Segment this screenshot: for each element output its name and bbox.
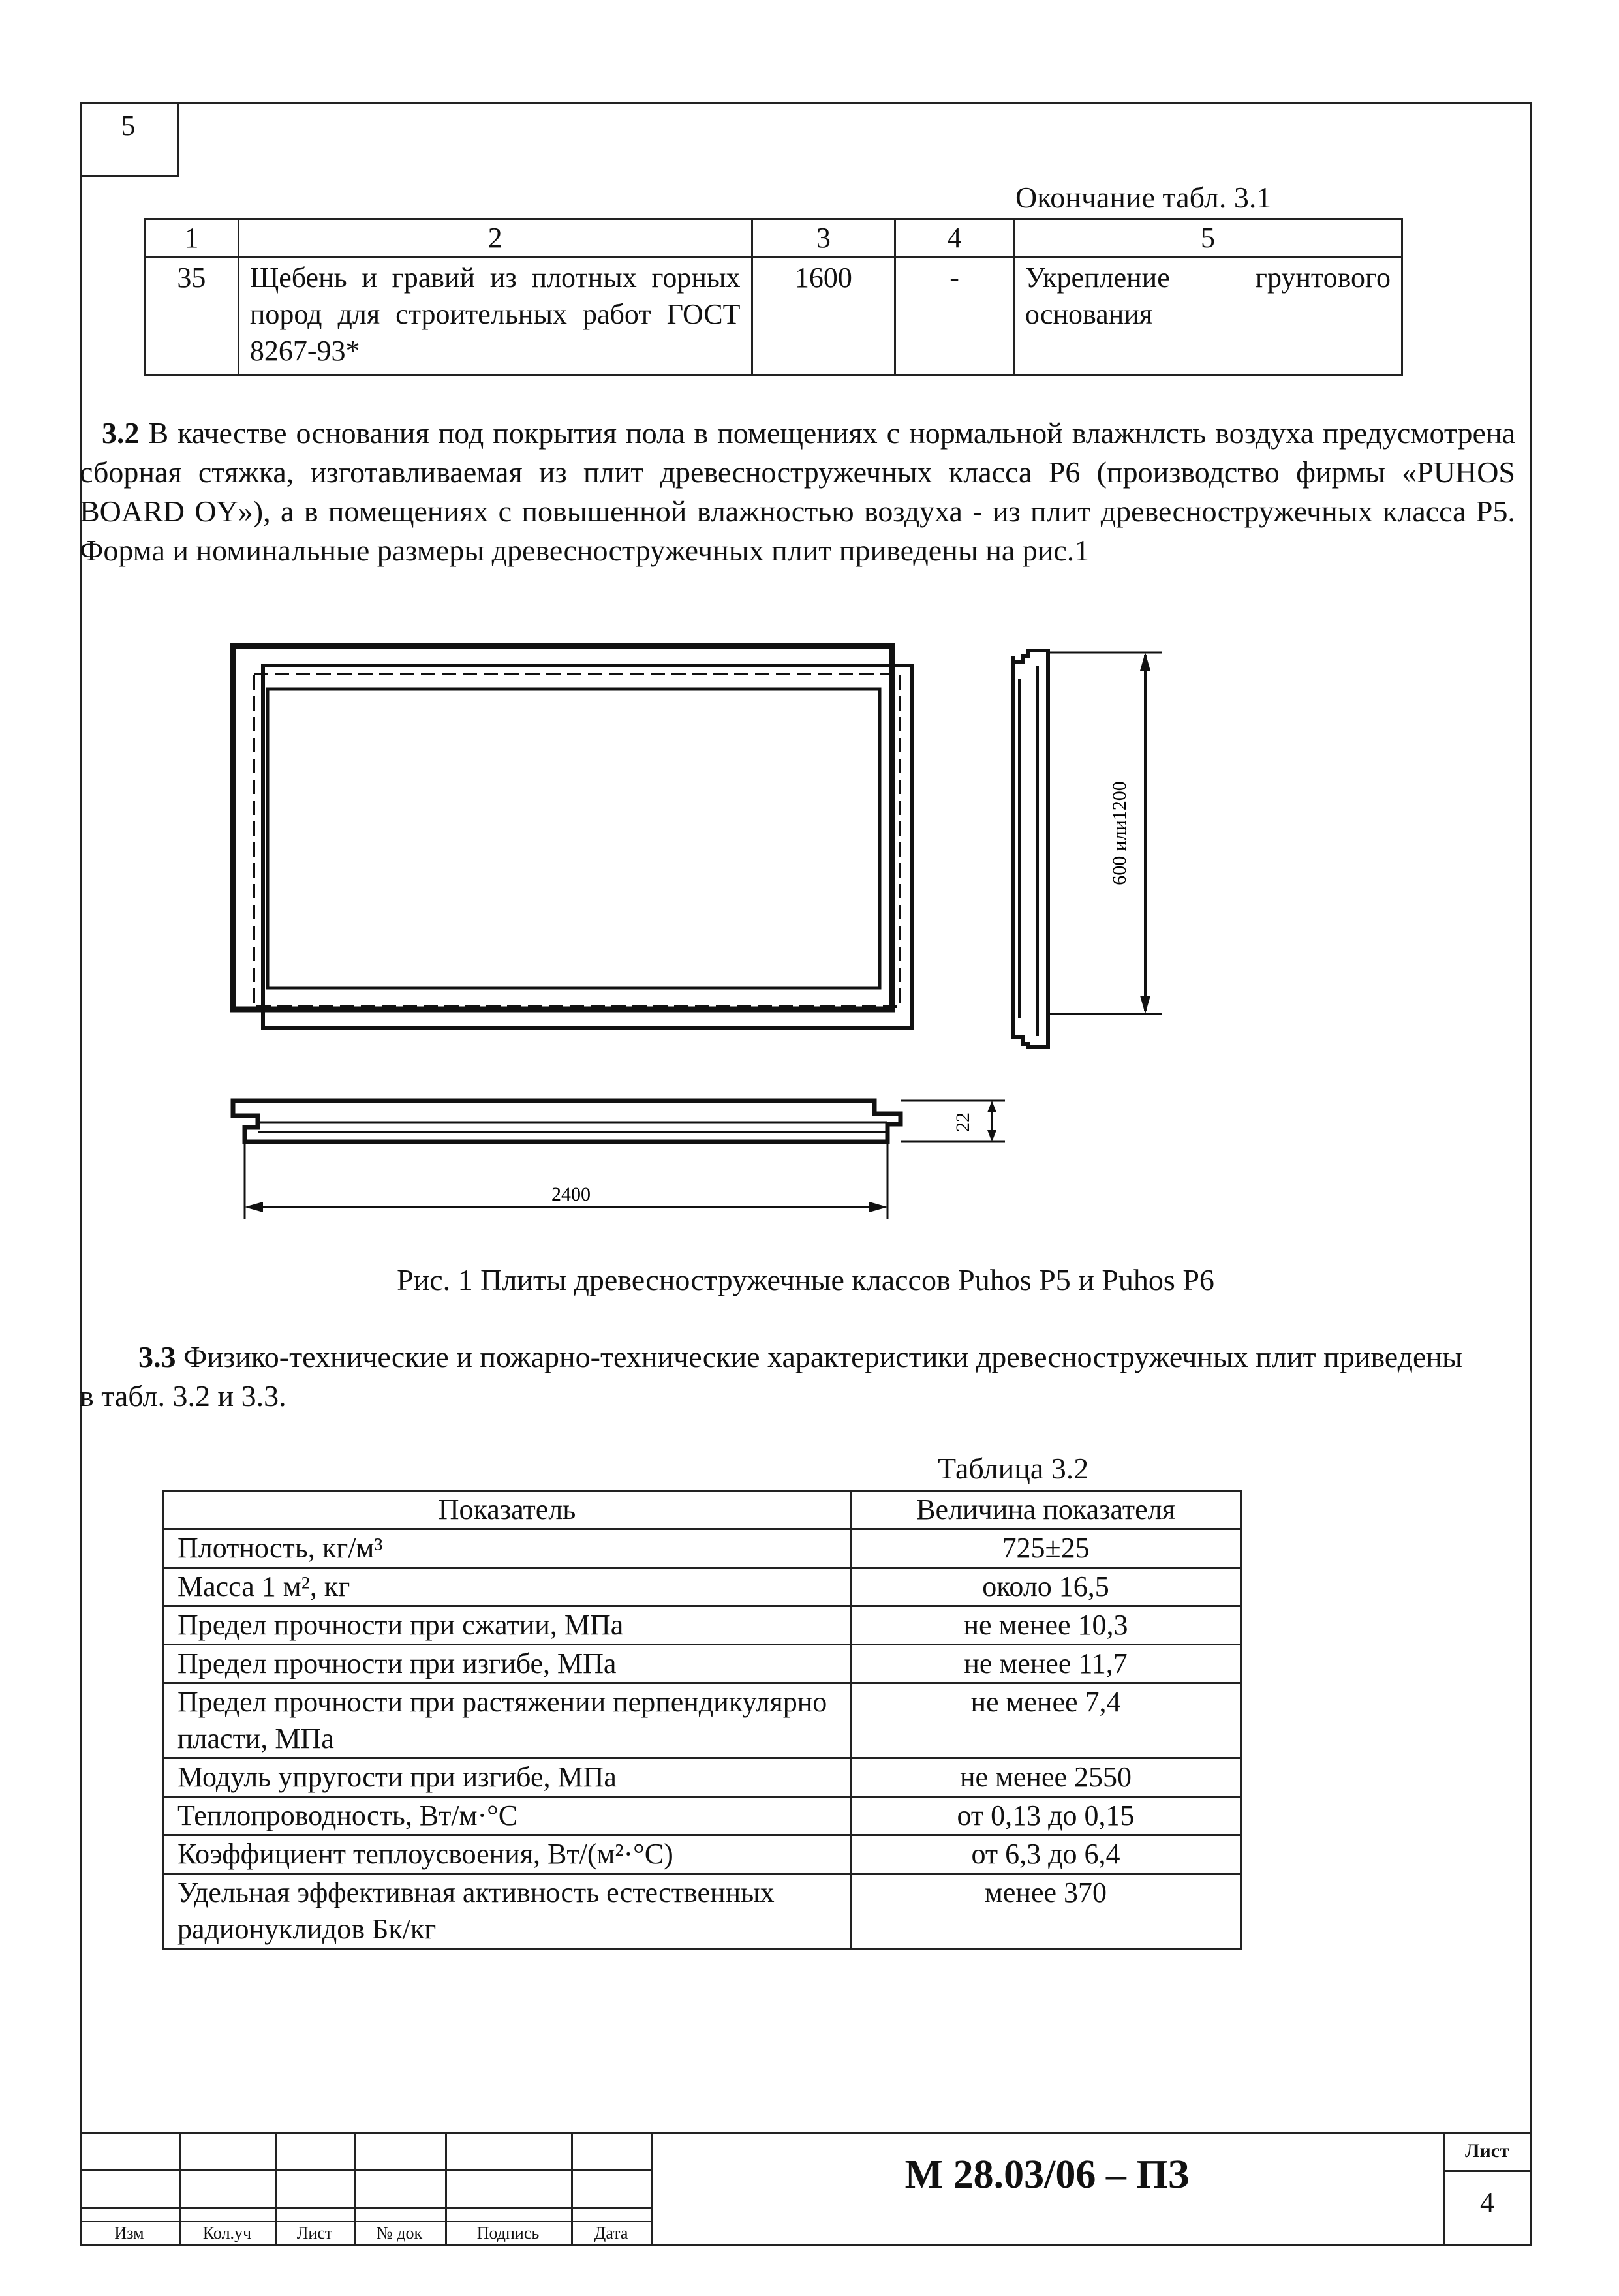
paragraph-3-2 [80, 414, 1515, 570]
empty-value: - [895, 258, 1014, 375]
paragraph-3-3 [80, 1338, 1470, 1416]
table-row [145, 258, 1402, 375]
property-value: не менее 7,4 [851, 1683, 1241, 1758]
property-value: не менее 10,3 [851, 1606, 1241, 1645]
board-inner-boundary [254, 674, 900, 1007]
corner-page-number: 5 [80, 102, 179, 177]
sheet-label: Лист [1465, 2140, 1509, 2162]
table-row [164, 1529, 1241, 1568]
table-row [164, 1606, 1241, 1645]
table-row [164, 1683, 1241, 1758]
table-3-2 [162, 1490, 1242, 1950]
table-header-row [164, 1491, 1241, 1529]
dimension-length-label: 2400 [551, 1184, 591, 1205]
property-value: не менее 2550 [851, 1758, 1241, 1797]
property-value: 725±25 [851, 1529, 1241, 1568]
table-row [164, 1568, 1241, 1606]
property-name: Теплопроводность, Вт/м·°С [164, 1797, 851, 1835]
table-header-cell: 2 [238, 219, 752, 258]
stamp-label-change: Изм [114, 2224, 144, 2242]
table32-caption: Таблица 3.2 [938, 1452, 1089, 1485]
property-name: Предел прочности при изгибе, МПа [164, 1645, 851, 1683]
property-name: Коэффициент теплоусвоения, Вт/(м²·°С) [164, 1835, 851, 1874]
purpose-text: Укрепление грунтового основания [1013, 258, 1402, 375]
figure-caption: Рис. 1 Плиты древесностружечные классов Puhos Р5 и Puhos Р6 [397, 1263, 1214, 1296]
property-value: менее 370 [851, 1874, 1241, 1949]
board-face [268, 689, 880, 988]
figure-particleboard-drawing [196, 626, 1227, 1240]
section-number: 3.3 [138, 1340, 176, 1373]
stamp-label-doc-number: № док [376, 2224, 423, 2242]
property-name: Предел прочности при сжатии, МПа [164, 1606, 851, 1645]
stamp-label-count: Кол.уч [202, 2224, 252, 2242]
stamp-label-sheet: Лист [296, 2224, 333, 2242]
sheet-number: 4 [1480, 2186, 1494, 2218]
table-header-cell: 3 [752, 219, 895, 258]
property-value: не менее 11,7 [851, 1645, 1241, 1683]
table-header-cell: 1 [145, 219, 239, 258]
dimension-thickness-label: 22 [952, 1112, 974, 1132]
table-row [164, 1645, 1241, 1683]
material-name: Щебень и гравий из плотных горных пород для строительных работ ГОСТ 8267-93* [238, 258, 752, 375]
table-row [164, 1758, 1241, 1797]
document-code: М 28.03/06 – ПЗ [904, 2152, 1190, 2197]
table-row [164, 1874, 1241, 1949]
board-outline-inner [263, 666, 912, 1028]
table-row [164, 1797, 1241, 1835]
table-header-cell: 5 [1013, 219, 1402, 258]
dimension-height-label: 600 или1200 [1109, 781, 1130, 885]
table-3-1 [144, 218, 1403, 376]
property-name: Масса 1 м², кг [164, 1568, 851, 1606]
table-header-cell: 4 [895, 219, 1014, 258]
property-name: Плотность, кг/м³ [164, 1529, 851, 1568]
property-name: Удельная эффективная активность естественных радионуклидов Бк/кг [164, 1874, 851, 1949]
property-value: от 0,13 до 0,15 [851, 1797, 1241, 1835]
title-block [80, 2132, 1532, 2246]
property-value: от 6,3 до 6,4 [851, 1835, 1241, 1874]
table-header-cell: Показатель [164, 1491, 851, 1529]
table31-caption: Окончание табл. 3.1 [1015, 181, 1272, 214]
table-header-row [145, 219, 1402, 258]
stamp-label-date: Дата [594, 2224, 628, 2242]
table-header-cell: Величина показателя [851, 1491, 1241, 1529]
stamp-label-signature: Подпись [476, 2224, 540, 2242]
board-outline-outer [233, 646, 892, 1009]
table-row [164, 1835, 1241, 1874]
paragraph-text: Физико-технические и пожарно-технические характеристики древесностружечных плит приведены в табл. 3.2 и 3.3. [80, 1340, 1462, 1413]
section-number: 3.2 [102, 416, 140, 450]
property-name: Предел прочности при растяжении перпендикулярно пласти, МПа [164, 1683, 851, 1758]
density-value: 1600 [752, 258, 895, 375]
property-name: Модуль упругости при изгибе, МПа [164, 1758, 851, 1797]
paragraph-text: В качестве основания под покрытия пола в помещениях с нормальной влажнлсть воздуха предусмотрена сборная стяжка, изготавливаемая из плит древесностружечных класса Р6 (производство фирмы «PUHOS BOARD OY»), а в помещениях с повышенной влажностью воздуха - из плит древесностружечных класса Р5. Форма и номинальные размеры древесностружечных плит приведены на рис.1 [80, 416, 1515, 567]
row-number: 35 [145, 258, 239, 375]
property-value: около 16,5 [851, 1568, 1241, 1606]
